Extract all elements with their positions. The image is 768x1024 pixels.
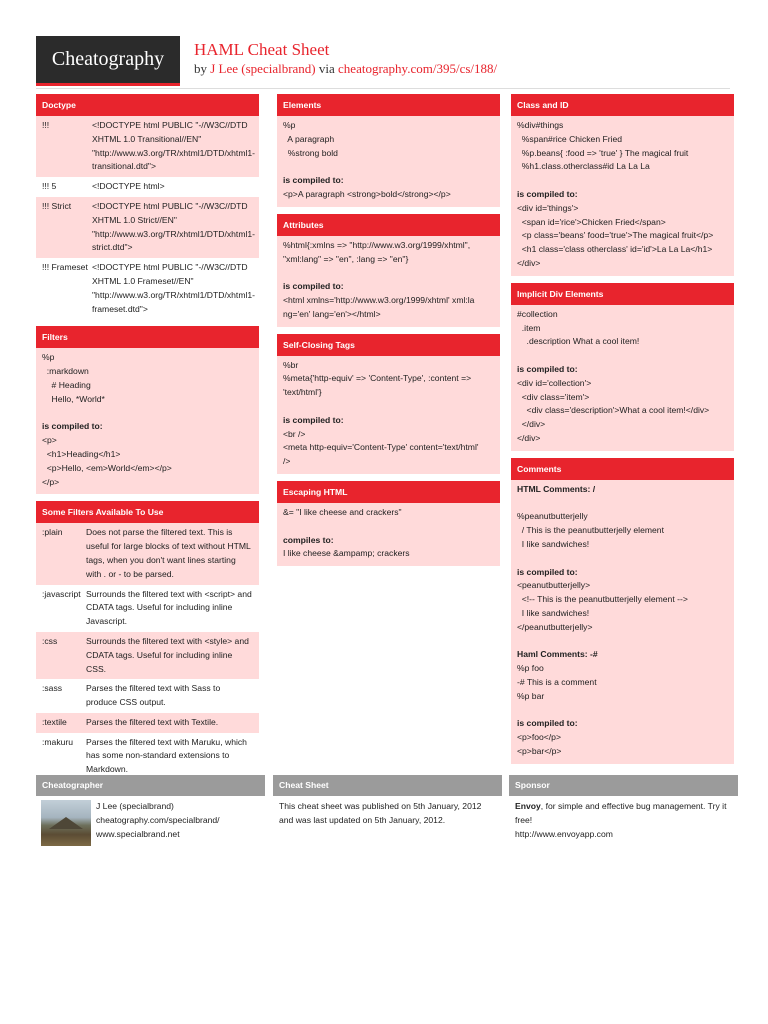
self-closing-heading: Self-Closing Tags (277, 334, 500, 356)
comments-section (511, 458, 734, 764)
text-line: %p foo (517, 663, 544, 674)
text-line: &= "I like cheese and crackers" (283, 506, 402, 517)
header-divider (36, 88, 730, 89)
byline-by: by (194, 61, 207, 76)
text-line: is compiled to: (42, 421, 103, 432)
text-line (283, 266, 494, 280)
row-key: :css (42, 635, 58, 646)
row-value: Surrounds the filtered text with <style> and CDATA tags. Useful for including inline CSS. (86, 635, 249, 674)
doctype-heading: Doctype (36, 94, 259, 116)
text-line: A paragraph (283, 133, 335, 144)
byline (194, 61, 497, 77)
attributes-body (277, 236, 500, 327)
text-line: </div> (517, 432, 541, 443)
text-line: is compiled to: (517, 718, 578, 729)
column-middle (277, 94, 500, 573)
row-key: :javascript (42, 588, 81, 599)
row-value: <!DOCTYPE html> (92, 181, 165, 192)
text-line: -# This is a comment (517, 676, 597, 687)
text-line: <div class='description'>What a cool item!</div> (517, 405, 710, 416)
class-id-body (511, 116, 734, 276)
logo-accent-bar (36, 83, 180, 86)
sponsor-info (509, 800, 738, 841)
text-line: <div class='item'> (517, 391, 590, 402)
text-line: :markdown (42, 366, 89, 377)
sponsor-name[interactable]: Envoy (515, 801, 541, 811)
text-line: is compiled to: (517, 363, 578, 374)
table-row (36, 679, 259, 713)
text-line: <p>A paragraph <strong>bold</strong></p> (283, 188, 451, 199)
author-avatar[interactable] (41, 800, 91, 846)
implicit-div-section (511, 283, 734, 451)
text-line: %div#things (517, 120, 564, 130)
text-line: %br (283, 359, 299, 370)
text-line: %h1.class.otherclass#id La La La (517, 161, 650, 172)
some-filters-table (36, 523, 259, 780)
text-line: <!-- This is the peanutbutterjelly element --> (517, 594, 688, 605)
some-filters-section (36, 501, 259, 780)
text-line: %p (283, 120, 296, 130)
table-row (36, 733, 259, 780)
sponsor-text: , for simple and effective bug management. Try it free! (515, 801, 727, 825)
text-line: ng='en' lang='en'></html> (283, 308, 381, 319)
cheat-sheet-info: This cheat sheet was published on 5th January, 2012 and was last updated on 5th January, 2012. (279, 801, 482, 825)
text-line: <h1 class='class otherclass' id='id'>La La La</h1> (517, 244, 713, 255)
text-line (517, 635, 728, 649)
row-value: Parses the filtered text with Textile. (86, 716, 219, 727)
row-value: Surrounds the filtered text with <script> and CDATA tags. Useful for including inline Javascript. (86, 588, 252, 627)
implicit-div-body (511, 305, 734, 451)
table-row (36, 177, 259, 197)
text-line: %p (42, 352, 55, 363)
text-line: 'text/html'} (283, 387, 322, 398)
text-line (517, 349, 728, 363)
table-row (36, 523, 259, 584)
text-line: %span#rice Chicken Fried (517, 133, 623, 144)
escaping-heading: Escaping HTML (277, 481, 500, 503)
author-name[interactable]: J Lee (96, 801, 118, 811)
text-line: .item (517, 322, 541, 333)
text-line: compiles to: (283, 534, 334, 545)
row-value: <!DOCTYPE html PUBLIC "-//W3C//DTD XHTML 1.0 Strict//EN" "http://www.w3.org/TR/xhtml1/DTD/xhtml1-strict.dtd"> (92, 200, 256, 253)
text-line (283, 400, 494, 414)
row-key: :plain (42, 527, 63, 538)
text-line: <span id='rice'>Chicken Fried</span> (517, 216, 666, 227)
filters-heading: Filters (36, 326, 259, 348)
cheatography-logo[interactable]: Cheatography (36, 36, 180, 83)
sponsor-heading: Sponsor (509, 775, 738, 796)
table-row (36, 713, 259, 733)
text-line (42, 407, 253, 421)
text-line: Haml Comments: -# (517, 649, 598, 660)
comments-body (511, 480, 734, 764)
cheat-sheet-heading: Cheat Sheet (273, 775, 502, 796)
elements-heading: Elements (277, 94, 500, 116)
author-handle: (specialbrand) (119, 801, 174, 811)
table-row (36, 258, 259, 319)
attributes-heading: Attributes (277, 214, 500, 236)
cheatographer-heading: Cheatographer (36, 775, 265, 796)
text-line: <html xmlns='http://www.w3.org/1999/xhtml' xml:la (283, 294, 475, 305)
text-line: %meta{'http-equiv' => 'Content-Type', :content => (283, 373, 472, 384)
source-link[interactable]: cheatography.com/395/cs/188/ (338, 61, 498, 76)
text-line: </div> (517, 419, 546, 430)
text-line: "xml:lang" => "en", :lang => "en"} (283, 253, 409, 264)
row-value: Does not parse the filtered text. This is useful for large blocks of text without HTML tags, when you don't want lines starting with . or - to be parsed. (86, 527, 251, 579)
byline-via: via (318, 61, 335, 76)
comments-heading: Comments (511, 458, 734, 480)
text-line: I like cheese &ampamp; crackers (283, 548, 410, 559)
text-line: <div id='collection'> (517, 377, 592, 388)
text-line: I like sandwiches! (517, 607, 590, 618)
text-line: #collection (517, 308, 558, 319)
table-row (36, 116, 259, 177)
table-row (36, 197, 259, 258)
column-left (36, 94, 259, 787)
row-key: :makuru (42, 736, 74, 747)
text-line: <p>bar</p> (517, 745, 562, 756)
text-line: </p> (42, 476, 60, 487)
escaping-section (277, 481, 500, 566)
table-row (36, 632, 259, 679)
column-right (511, 94, 734, 771)
text-line (283, 520, 494, 534)
page-title: HAML Cheat Sheet (194, 40, 330, 59)
text-line: is compiled to: (517, 566, 578, 577)
row-value: Parses the filtered text with Maruku, which has some non-standard extensions to Markdown. (86, 736, 247, 775)
filters-section (36, 326, 259, 494)
text-line: Hello, *World* (42, 393, 105, 404)
row-key: :textile (42, 716, 67, 727)
text-line: </peanutbutterjelly> (517, 621, 593, 632)
row-value: <!DOCTYPE html PUBLIC "-//W3C//DTD XHTML 1.0 Transitional//EN" "http://www.w3.org/TR/xhtml1/DTD/xhtml1-transitional.dtd"> (92, 120, 256, 172)
text-line: / This is the peanutbutterjelly element (517, 525, 664, 536)
author-profile-link[interactable]: cheatography.com/specialbrand/ (96, 814, 220, 825)
row-key: !!! 5 (42, 181, 57, 192)
author-link[interactable]: J Lee (specialbrand) (210, 61, 316, 76)
text-line: is compiled to: (283, 281, 344, 292)
text-line: /> (283, 456, 291, 467)
author-site-link[interactable]: www.specialbrand.net (96, 828, 180, 839)
text-line: %p bar (517, 690, 545, 701)
attributes-section (277, 214, 500, 327)
some-filters-heading: Some Filters Available To Use (36, 501, 259, 523)
mountain-shape (49, 817, 83, 829)
text-line: is compiled to: (517, 188, 578, 199)
text-line: .description What a cool item! (517, 336, 640, 347)
text-line (283, 160, 494, 174)
filters-body (36, 348, 259, 494)
row-key: !!! Strict (42, 200, 72, 211)
elements-body (277, 116, 500, 207)
text-line: %peanutbutterjelly (517, 511, 588, 522)
text-line: <p class='beans' food='true'>The magical fruit</p> (517, 230, 714, 241)
text-line: <meta http-equiv='Content-Type' content='text/html' (283, 442, 479, 453)
text-line: is compiled to: (283, 414, 344, 425)
row-value: <!DOCTYPE html PUBLIC "-//W3C//DTD XHTML 1.0 Frameset//EN" "http://www.w3.org/TR/xhtml1/DTD/xhtml1-frameset.dtd"> (92, 262, 256, 314)
text-line: <p>Hello, <em>World</em></p> (42, 462, 172, 473)
self-closing-section (277, 334, 500, 474)
text-line: I like sandwiches! (517, 538, 590, 549)
text-line (517, 174, 728, 188)
row-key: !!! (42, 120, 50, 130)
elements-section (277, 94, 500, 207)
text-line: # Heading (42, 379, 91, 390)
text-line: <br /> (283, 428, 306, 439)
self-closing-body (277, 356, 500, 474)
text-line: %html{:xmlns => "http://www.w3.org/1999/xhtml", (283, 239, 471, 250)
row-value: Parses the filtered text with Sass to produce CSS output. (86, 683, 221, 708)
text-line: <peanutbutterjelly> (517, 580, 591, 591)
sponsor-link[interactable]: http://www.envoyapp.com (515, 828, 613, 839)
escaping-body (277, 503, 500, 566)
text-line: <div id='things'> (517, 202, 579, 213)
doctype-section (36, 94, 259, 319)
cheatographer-info (96, 800, 220, 841)
text-line (517, 552, 728, 566)
class-id-section (511, 94, 734, 276)
text-line: %p.beans{ :food => 'true' } The magical fruit (517, 147, 689, 158)
text-line: <p> (42, 435, 57, 446)
implicit-div-heading: Implicit Div Elements (511, 283, 734, 305)
row-key: :sass (42, 683, 63, 694)
table-row (36, 585, 259, 632)
text-line (517, 703, 728, 717)
text-line: <h1>Heading</h1> (42, 448, 121, 459)
row-key: !!! Frameset (42, 262, 88, 273)
doctype-table (36, 116, 259, 319)
text-line: %strong bold (283, 147, 338, 158)
class-id-heading: Class and ID (511, 94, 734, 116)
text-line: HTML Comments: / (517, 483, 596, 494)
text-line: is compiled to: (283, 175, 344, 186)
text-line: </div> (517, 257, 541, 268)
text-line: <p>foo</p> (517, 732, 561, 743)
text-line (517, 497, 728, 511)
